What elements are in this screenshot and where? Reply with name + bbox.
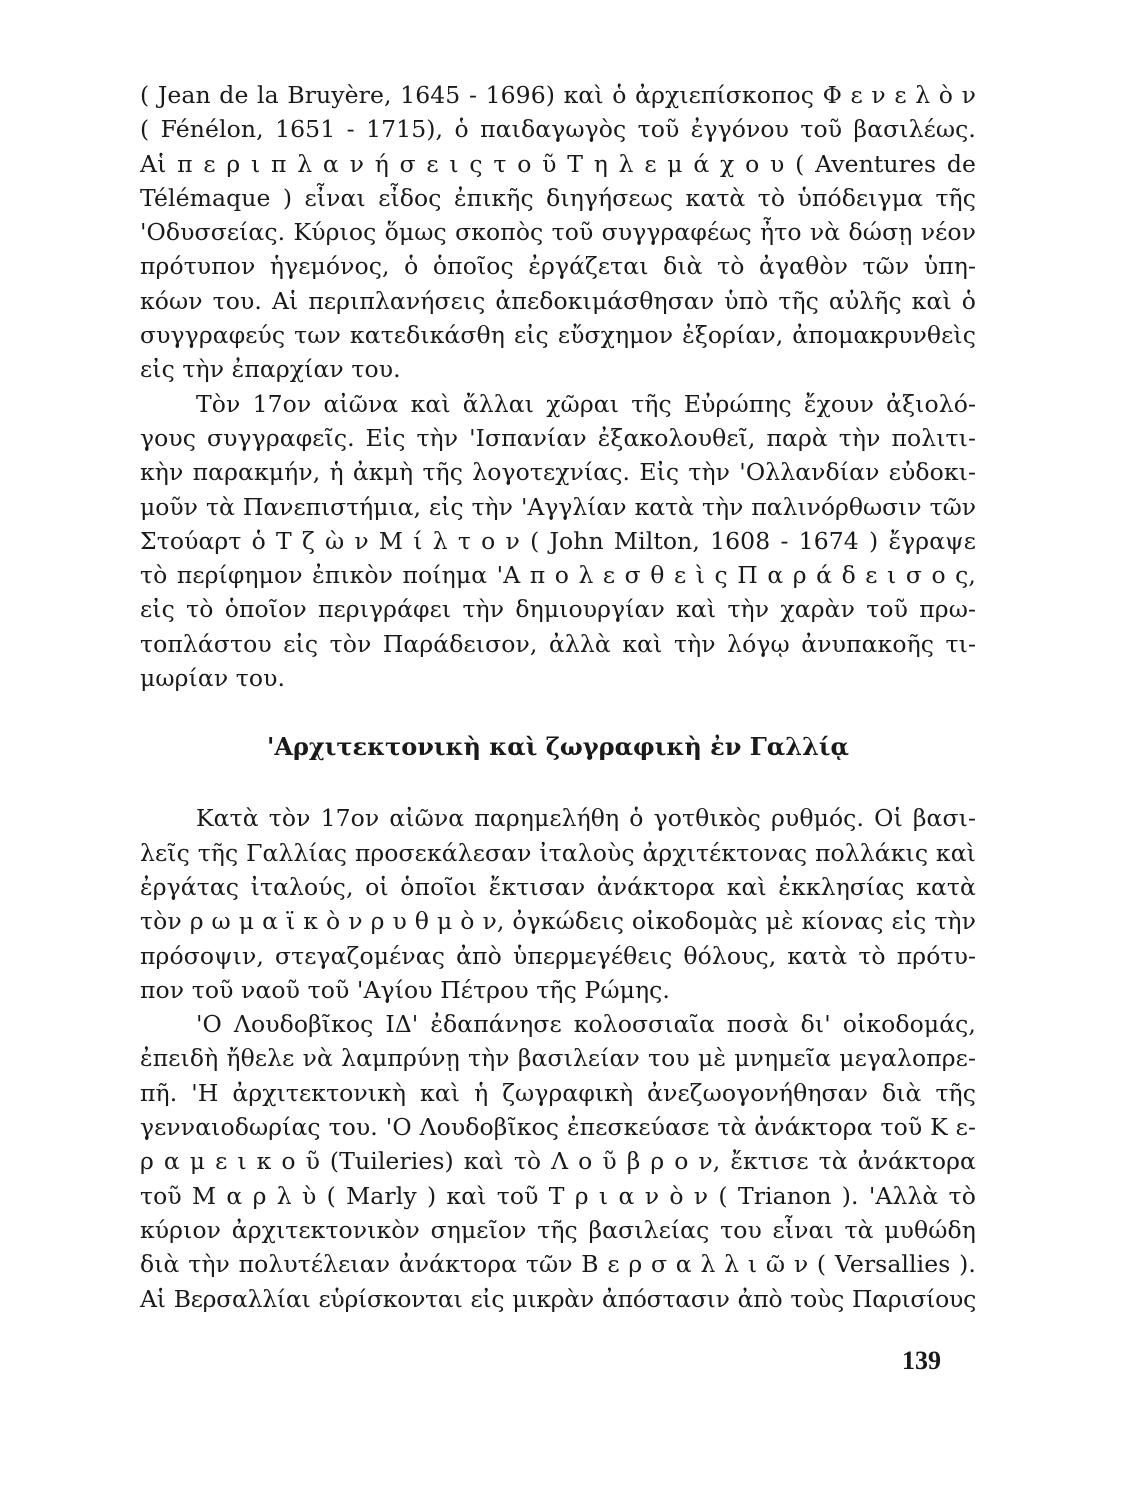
text-line: διὰ τὴν πολυτέλειαν ἀνάκτορα τῶν Β ε ρ σ α λ λ ι ῶ ν ( Versallies ). — [140, 1250, 976, 1279]
text-line: ( Jean de la Bruyère, 1645 - 1696) καὶ ὁ ἀρχιεπίσκοπος Φ ε ν ε λ ὸ ν — [140, 81, 976, 109]
text-line: τοῦ Μ α ρ λ ὺ ( Marly ) καὶ τοῦ Τ ρ ι α ν ὸ ν ( Trianon ). 'Αλλὰ τὸ — [140, 1181, 976, 1210]
text-line: ρ α μ ε ι κ ο ῦ (Tuileries) καὶ τὸ Λ ο ῦ β ρ ο ν, ἔκτισε τὰ ἀνάκτορα — [140, 1147, 976, 1176]
text-line: ( Fénélon, 1651 - 1715), ὁ παιδαγωγὸς τοῦ ἐγγόνου τοῦ βασιλέως. — [140, 115, 976, 144]
text-line: εἰς τὴν ἐπαρχίαν του. — [140, 355, 401, 384]
page-body — [140, 78, 976, 1316]
text-line: τὸν ρ ω μ α ϊ κ ὸ ν ρ υ θ μ ὸ ν, ὀγκώδεις οἰκοδομὰς μὲ κίονας εἰς τὴν — [140, 907, 976, 936]
page-number: 139 — [902, 1346, 941, 1375]
section-heading: 'Αρχιτεκτονικὴ καὶ ζωγραφικὴ ἐν Γαλλίᾳ — [267, 732, 849, 762]
text-line: γενναιοδωρίας του. 'Ο Λουδοβῖκος ἐπεσκεύασε τὰ ἀνάκτορα τοῦ Κ ε- — [140, 1113, 976, 1142]
paragraph-gothic-style — [140, 801, 976, 1007]
text-line: πρότυπον ἡγεμόνος, ὁ ὁποῖος ἐργάζεται διὰ τὸ ἀγαθὸν τῶν ὑπη- — [140, 252, 976, 281]
text-line: κόων του. Αἱ περιπλανήσεις ἀπεδοκιμάσθησαν ὑπὸ τῆς αὐλῆς καὶ ὁ — [140, 286, 976, 315]
text-line: Télémaque ) εἶναι εἶδος ἐπικῆς διηγήσεως κατὰ τὸ ὑπόδειγμα τῆς — [140, 183, 976, 212]
text-line: πρόσοψιν, στεγαζομένας ἀπὸ ὑπερμεγέθεις θόλους, κατὰ τὸ πρότυ- — [140, 941, 976, 970]
text-line: 'Οδυσσείας. Κύριος ὅμως σκοπὸς τοῦ συγγραφέως ἦτο νὰ δώσῃ νέον — [140, 218, 976, 247]
text-line: τοπλάστου εἰς τὸν Παράδεισον, ἀλλὰ καὶ τὴν λόγῳ ἀνυπακοῆς τι- — [140, 629, 976, 658]
text-line: Αἱ Βερσαλλίαι εὑρίσκονται εἰς μικρὰν ἀπόστασιν ἀπὸ τοὺς Παρισίους — [140, 1284, 976, 1313]
text-line: τὸ περίφημον ἐπικὸν ποίημα 'Α π ο λ ε σ θ ε ὶ ς Π α ρ ά δ ε ι σ ο ς, — [140, 561, 976, 590]
text-line: λεῖς τῆς Γαλλίας προσεκάλεσαν ἰταλοὺς ἀρχιτέκτονας πολλάκις καὶ — [140, 838, 976, 867]
text-line: ἐπειδὴ ἤθελε νὰ λαμπρύνῃ τὴν βασιλείαν του μὲ μνημεῖα μεγαλοπρε- — [140, 1044, 976, 1073]
text-line: 'Ο Λουδοβῖκος ΙΔ' ἐδαπάνησε κολοσσιαῖα ποσὰ δι' οἰκοδομάς, — [196, 1010, 976, 1039]
text-line: Κατὰ τὸν 17ον αἰῶνα παρημελήθη ὁ γοτθικὸς ρυθμός. Οἱ βασι- — [196, 804, 976, 833]
text-line: συγγραφεύς των κατεδικάσθη εἰς εὔσχημον ἐξορίαν, ἀπομακρυνθεὶς — [140, 321, 976, 350]
text-line: ἐργάτας ἰταλούς, οἱ ὁποῖοι ἔκτισαν ἀνάκτορα καὶ ἐκκλησίας κατὰ — [140, 872, 976, 901]
text-line: Αἱ π ε ρ ι π λ α ν ή σ ε ι ς τ ο ῦ Τ η λ ε μ ά χ ο υ ( Aventures de — [140, 149, 976, 178]
paragraph-louis-xiv — [140, 1007, 976, 1316]
text-line: μωρίαν του. — [140, 664, 286, 693]
paragraph-la-bruyere-fenelon — [140, 78, 976, 387]
text-line: πῆ. 'Η ἀρχιτεκτονικὴ καὶ ἡ ζωγραφικὴ ἀνεζωογονήθησαν διὰ τῆς — [140, 1078, 976, 1107]
text-line: Στούαρτ ὁ Τ ζ ὼ ν Μ ί λ τ ο ν ( John Milton, 1608 - 1674 ) ἔγραψε — [140, 526, 976, 555]
text-line: κύριον ἀρχιτεκτονικὸν σημεῖον τῆς βασιλείας του εἶναι τὰ μυθώδη — [140, 1215, 976, 1244]
paragraph-other-countries — [140, 387, 976, 696]
text-line: κὴν παρακμήν, ἡ ἀκμὴ τῆς λογοτεχνίας. Εἰς τὴν 'Ολλανδίαν εὐδοκι- — [140, 458, 976, 487]
text-line: γους συγγραφεῖς. Εἰς τὴν 'Ισπανίαν ἐξακολουθεῖ, παρὰ τὴν πολιτι- — [140, 423, 976, 452]
text-line: μοῦν τὰ Πανεπιστήμια, εἰς τὴν 'Αγγλίαν κατὰ τὴν παλινόρθωσιν τῶν — [140, 492, 976, 521]
text-line: εἰς τὸ ὁποῖον περιγράφει τὴν δημιουργίαν καὶ τὴν χαρὰν τοῦ πρω- — [140, 595, 976, 624]
text-line: πον τοῦ ναοῦ τοῦ 'Αγίου Πέτρου τῆς Ρώμης. — [140, 975, 670, 1004]
text-line: Τὸν 17ον αἰῶνα καὶ ἄλλαι χῶραι τῆς Εὐρώπης ἔχουν ἀξιολό- — [196, 389, 976, 418]
